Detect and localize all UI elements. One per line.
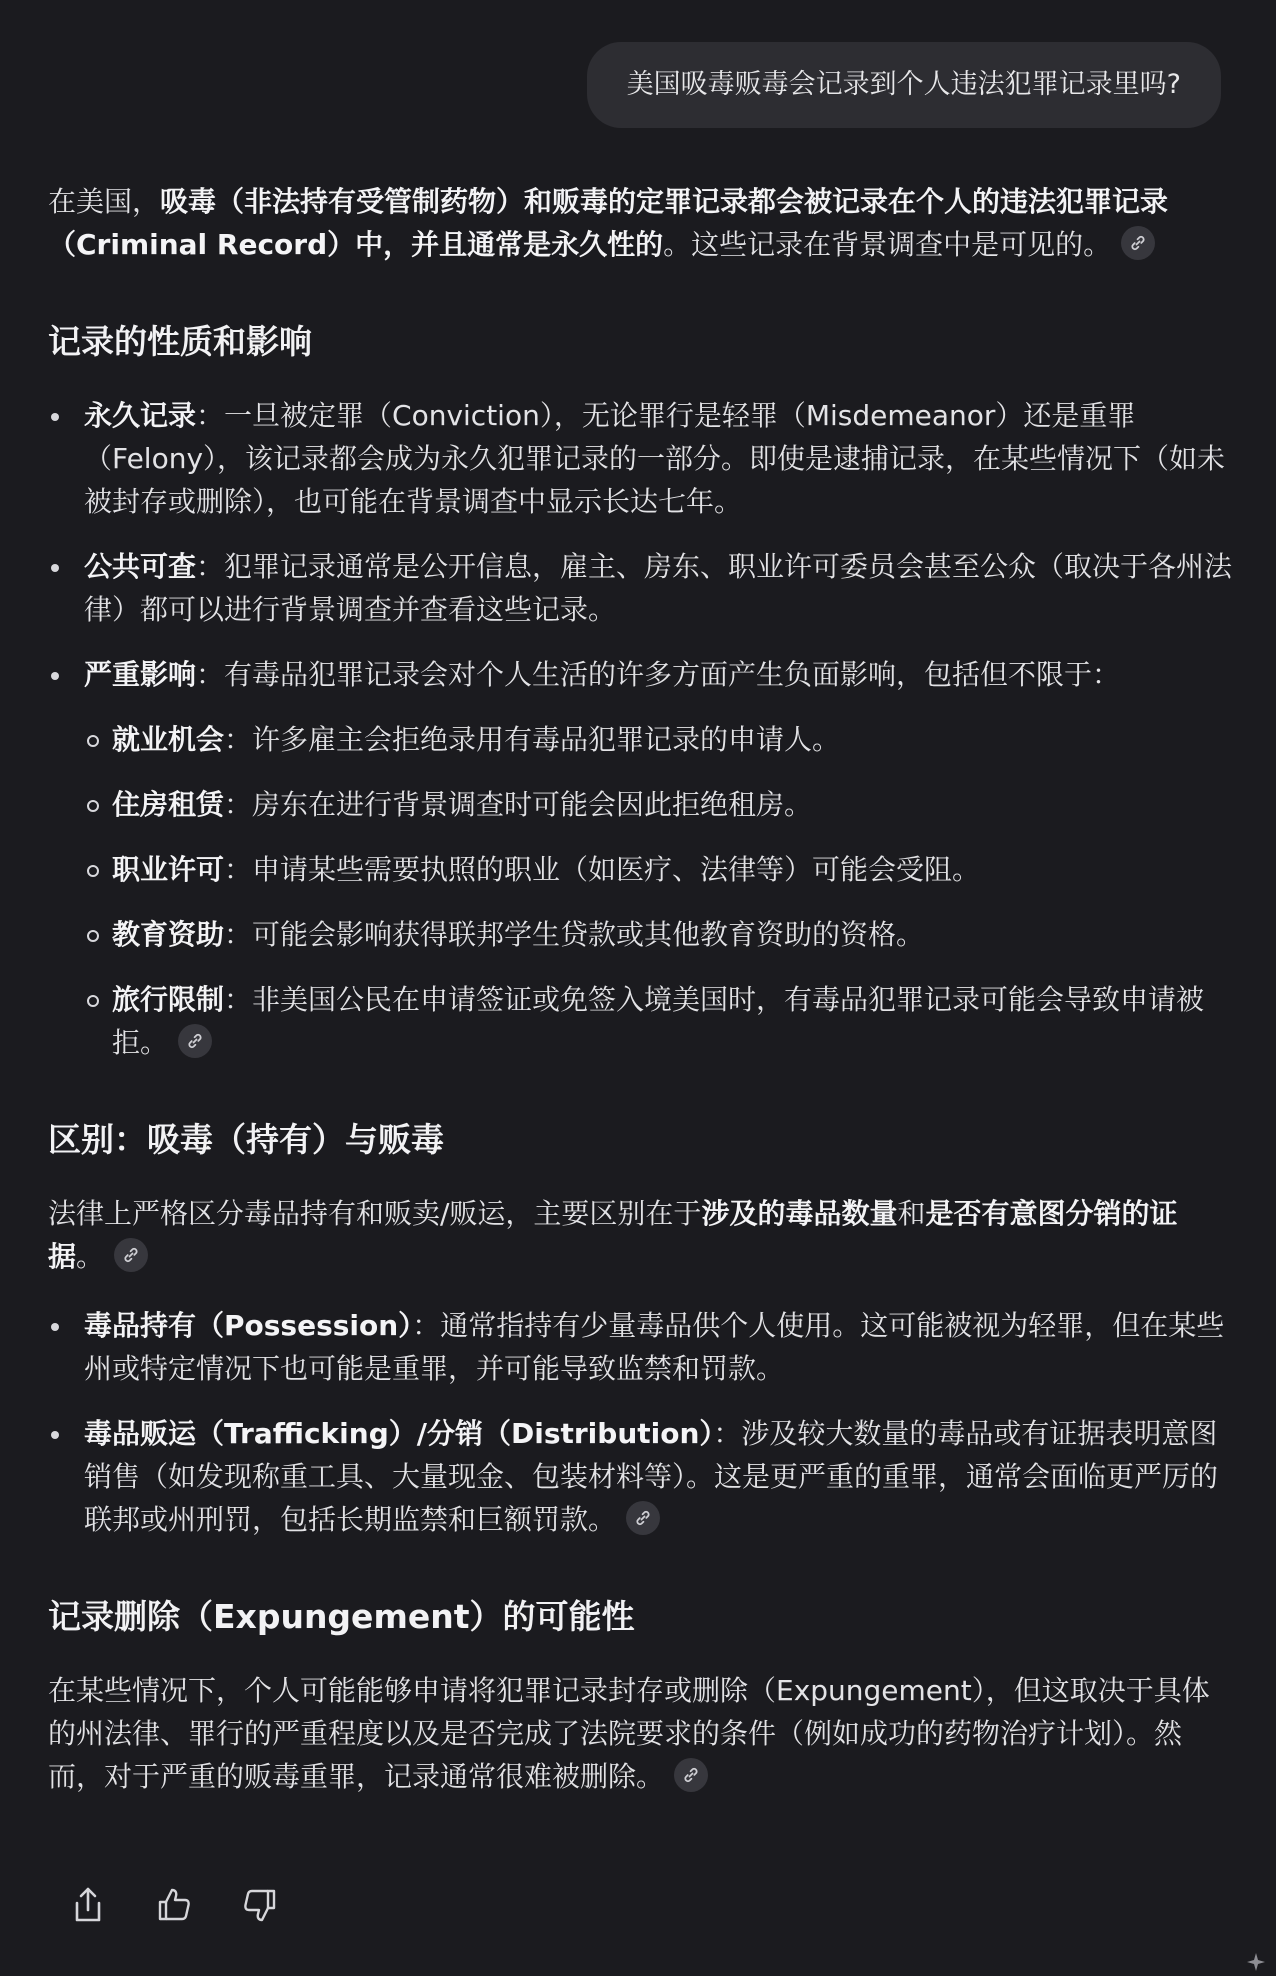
- list-item: [48, 653, 1233, 696]
- item-label: 毒品持有（Possession）: [84, 1309, 413, 1342]
- section-heading-difference: 区别：吸毒（持有）与贩毒: [48, 1120, 444, 1159]
- source-link-icon[interactable]: [674, 1758, 708, 1792]
- sparkle-icon: [1246, 1952, 1266, 1972]
- item-label: 公共可查: [84, 550, 197, 583]
- thumbs-down-icon[interactable]: [242, 1885, 278, 1925]
- sublist-item: [48, 913, 1233, 956]
- item-text: ：涉及较大数量的毒品或有证据表明意图销售（如发现称重工具、大量现金、包装材料等）。这是更严重的重罪，通常会面临更严厉的联邦或州刑罚，包括长期监禁和巨额罚款。: [84, 1417, 1219, 1536]
- subitem-text: ：可能会影响获得联邦学生贷款或其他教育资助的资格。: [224, 918, 925, 951]
- list-item: [48, 394, 1233, 523]
- list-item: [48, 545, 1233, 631]
- item-label: 永久记录: [84, 399, 197, 432]
- section-heading-expungement: 记录删除（Expungement）的可能性: [48, 1597, 635, 1636]
- intro-paragraph: [48, 180, 1233, 266]
- user-message-bubble: [587, 42, 1221, 128]
- subitem-text: ：许多雇主会拒绝录用有毒品犯罪记录的申请人。: [224, 723, 841, 756]
- sublist-item: [48, 783, 1233, 826]
- para-text: 在某些情况下，个人可能能够申请将犯罪记录封存或删除（Expungement），但这取决于具体的州法律、罪行的严重程度以及是否完成了法院要求的条件（例如成功的药物治疗计划）。然而，对于严重的贩毒重罪，记录通常很难被删除。: [48, 1674, 1210, 1793]
- item-text: ：一旦被定罪（Conviction），无论罪行是轻罪（Misdemeanor）还是重罪（Felony），该记录都会成为永久犯罪记录的一部分。即使是逮捕记录，在某些情况下（如未被封存或删除），也可能在背景调查中显示长达七年。: [84, 399, 1226, 518]
- subitem-text: ：房东在进行背景调查时可能会因此拒绝租房。: [224, 788, 813, 821]
- subitem-text: ：申请某些需要执照的职业（如医疗、法律等）可能会受阻。: [224, 853, 981, 886]
- sublist-item: [48, 718, 1233, 761]
- item-text: ：通常指持有少量毒品供个人使用。这可能被视为轻罪，但在某些州或特定情况下也可能是重罪，并可能导致监禁和罚款。: [84, 1309, 1225, 1385]
- item-text: ：有毒品犯罪记录会对个人生活的许多方面产生负面影响，包括但不限于：: [196, 658, 1121, 691]
- list-item: [48, 1412, 1233, 1541]
- subitem-text: ：非美国公民在申请签证或免签入境美国时，有毒品犯罪记录可能会导致申请被拒。: [112, 983, 1205, 1059]
- thumbs-up-icon[interactable]: [156, 1885, 192, 1925]
- user-message-text: 美国吸毒贩毒会记录到个人违法犯罪记录里吗?: [626, 69, 1181, 100]
- para-text: 法律上严格区分毒品持有和贩卖/贩运，主要区别在于: [48, 1197, 702, 1230]
- intro-text-end: 。这些记录在背景调查中是可见的。: [663, 228, 1112, 261]
- sublist-item: [48, 848, 1233, 891]
- intro-text: 在美国，: [48, 185, 161, 218]
- share-icon[interactable]: [70, 1885, 106, 1925]
- source-link-icon[interactable]: [1121, 226, 1155, 260]
- para-text: 。: [76, 1240, 105, 1273]
- subitem-label: 就业机会: [112, 723, 225, 756]
- source-link-icon[interactable]: [114, 1238, 148, 1272]
- impact-sublist: [48, 718, 1233, 1064]
- expungement-paragraph: [48, 1669, 1233, 1798]
- para-text: 和: [897, 1197, 926, 1230]
- sublist-item: [48, 978, 1233, 1064]
- source-link-icon[interactable]: [626, 1501, 660, 1535]
- subitem-label: 住房租赁: [112, 788, 225, 821]
- subitem-label: 旅行限制: [112, 983, 225, 1016]
- intro-bold: 吸毒（非法持有受管制药物）和贩毒的定罪记录都会被记录在个人的违法犯罪记录（Criminal Record）中，并且通常是永久性的: [48, 185, 1169, 261]
- difference-list: [48, 1304, 1233, 1541]
- difference-paragraph: [48, 1192, 1233, 1278]
- section-heading-nature: 记录的性质和影响: [48, 322, 312, 361]
- subitem-label: 教育资助: [112, 918, 225, 951]
- item-label: 严重影响: [84, 658, 197, 691]
- para-bold: 是否有意图分销的证据: [48, 1197, 1178, 1273]
- source-link-icon[interactable]: [178, 1024, 212, 1058]
- item-text: ：犯罪记录通常是公开信息，雇主、房东、职业许可委员会甚至公众（取决于各州法律）都可以进行背景调查并查看这些记录。: [84, 550, 1233, 626]
- item-label: 毒品贩运（Trafficking）/分销（Distribution）: [84, 1417, 714, 1450]
- list-item: [48, 1304, 1233, 1390]
- subitem-label: 职业许可: [112, 853, 225, 886]
- assistant-response: [48, 180, 1233, 1798]
- nature-list: [48, 394, 1233, 696]
- para-bold: 涉及的毒品数量: [701, 1197, 898, 1230]
